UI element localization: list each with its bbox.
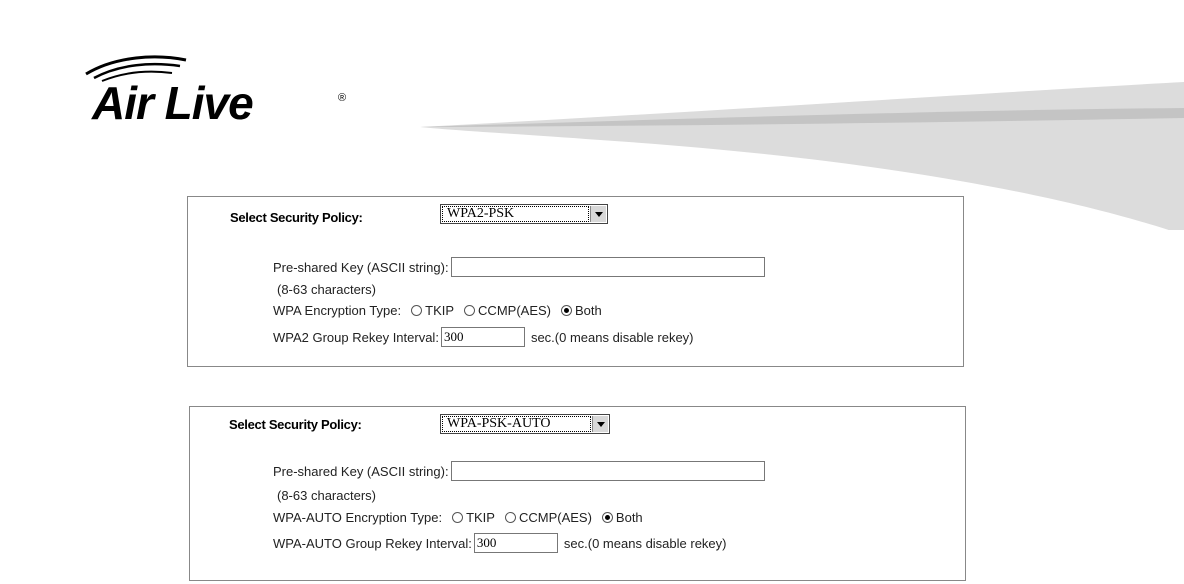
rekey-label: WPA2 Group Rekey Interval:: [273, 329, 439, 345]
enc-option-both: Both: [615, 510, 643, 525]
enc-option-ccmp: CCMP(AES): [518, 510, 592, 525]
enc-radio-tkip[interactable]: [411, 305, 422, 316]
rekey-label: WPA-AUTO Group Rekey Interval:: [273, 535, 472, 551]
airlive-logo: [76, 52, 376, 132]
registered-mark: ®: [338, 92, 347, 104]
enc-radio-both[interactable]: [561, 305, 572, 316]
enc-option-ccmp: CCMP(AES): [478, 303, 551, 318]
rekey-interval-input[interactable]: 300: [441, 327, 525, 347]
enc-option-tkip: TKIP: [425, 303, 455, 318]
policy-label: Select Security Policy:: [230, 210, 363, 225]
psk-hint: (8-63 characters): [277, 488, 376, 503]
psk-label: Pre-shared Key (ASCII string):: [273, 463, 449, 479]
enc-type-label: WPA-AUTO Encryption Type:: [273, 510, 443, 525]
brand-name: Air Live: [92, 77, 253, 129]
psk-label: Pre-shared Key (ASCII string):: [273, 259, 449, 275]
rekey-interval-input[interactable]: 300: [474, 533, 558, 553]
psk-input[interactable]: [451, 461, 765, 481]
enc-radio-both[interactable]: [602, 512, 613, 523]
security-policy-select[interactable]: [440, 204, 608, 224]
chevron-down-icon[interactable]: [592, 416, 608, 432]
enc-option-both: Both: [575, 303, 602, 318]
enc-option-tkip: TKIP: [466, 510, 495, 525]
enc-radio-ccmp[interactable]: [505, 512, 516, 523]
rekey-suffix: sec.(0 means disable rekey): [530, 329, 694, 345]
policy-label: Select Security Policy:: [229, 417, 362, 432]
enc-type-label: WPA Encryption Type:: [273, 303, 402, 318]
policy-selected-value: WPA-PSK-AUTO: [442, 416, 591, 432]
rekey-suffix: sec.(0 means disable rekey): [563, 535, 727, 551]
psk-hint: (8-63 characters): [277, 282, 376, 297]
psk-input[interactable]: [451, 257, 765, 277]
security-panel-wpa2: [187, 196, 964, 367]
enc-radio-ccmp[interactable]: [464, 305, 475, 316]
policy-selected-value: WPA2-PSK: [442, 206, 589, 222]
security-policy-select[interactable]: [440, 414, 610, 434]
security-panel-wpa-auto: [189, 406, 966, 581]
enc-radio-tkip[interactable]: [452, 512, 463, 523]
chevron-down-icon[interactable]: [590, 206, 606, 222]
